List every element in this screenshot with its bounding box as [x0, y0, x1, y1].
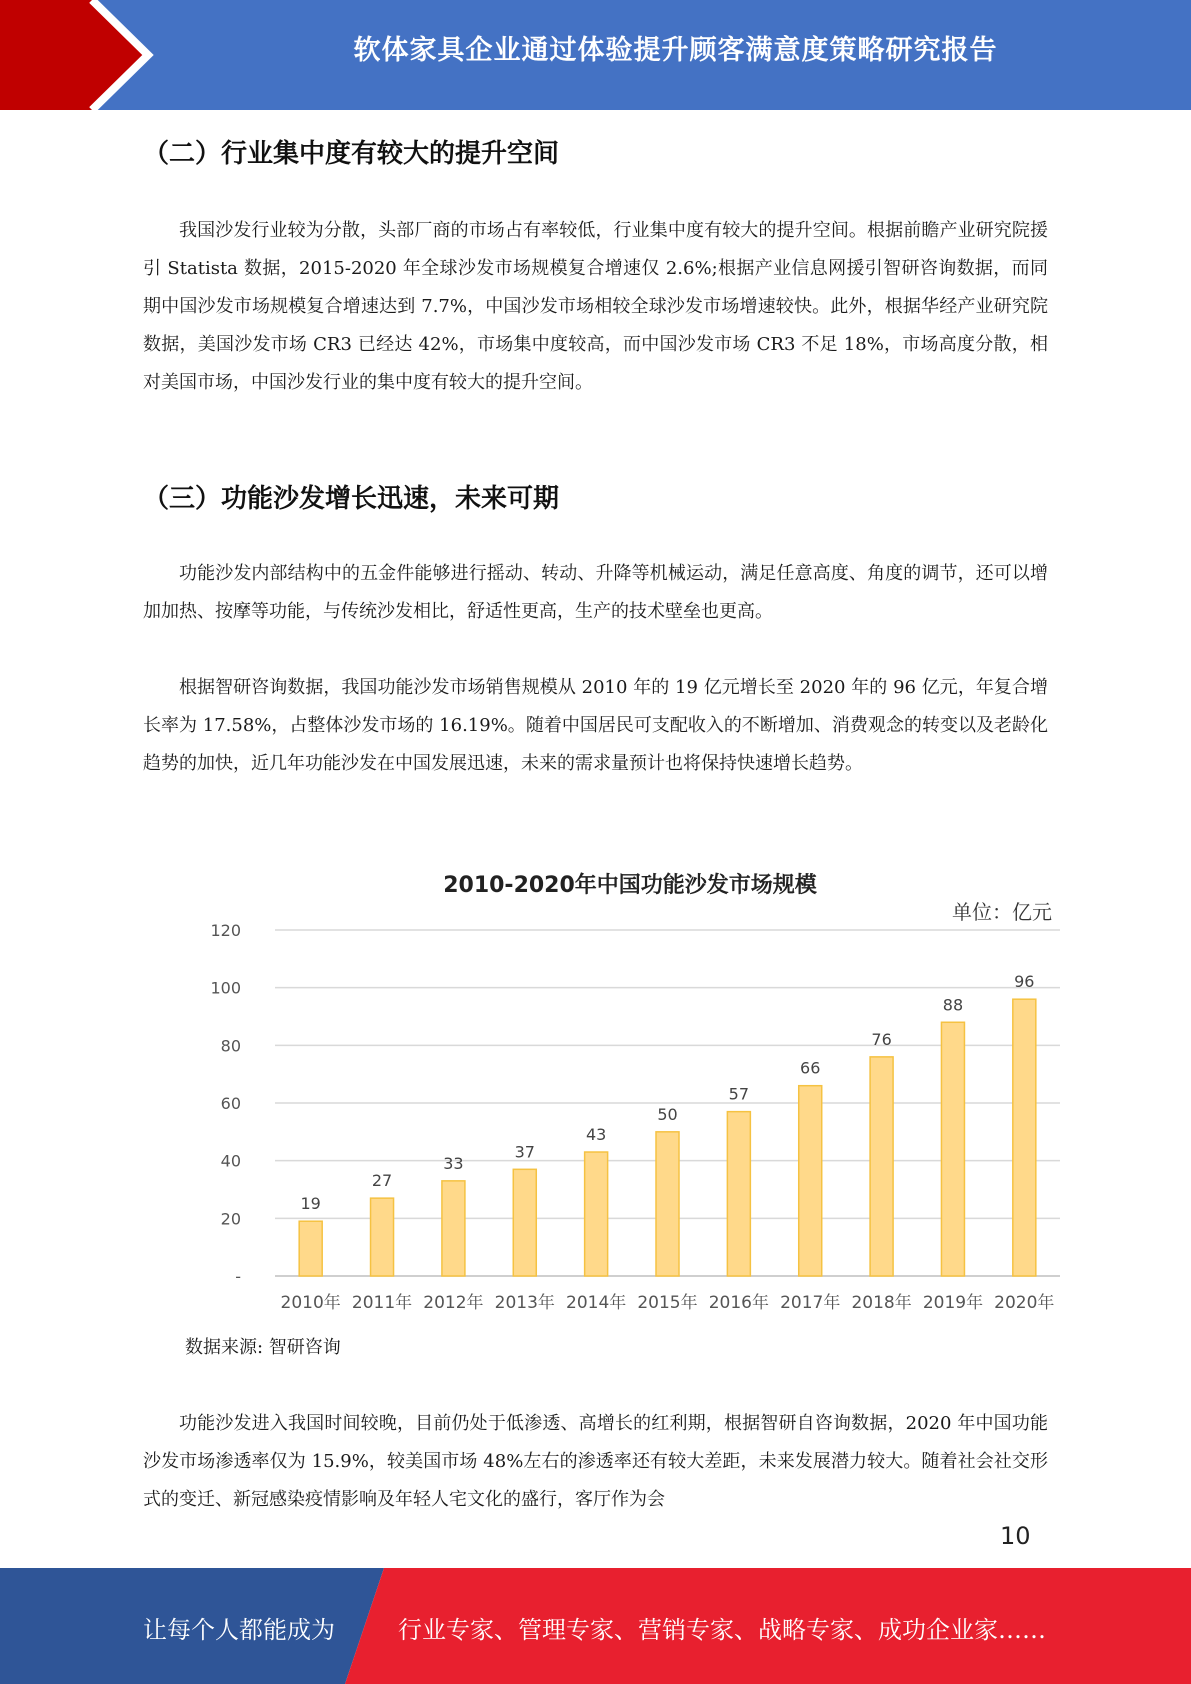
- paragraph-concentration: 我国沙发行业较为分散，头部厂商的市场占有率较低，行业集中度有较大的提升空间。根据前瞻产业研究院援引 Statista 数据，2015-2020 年全球沙发市场规模复合增速仅 2.6%;根据产业信息网援引智研咨询数据，而同期中国沙发市场规模复合增速达到 7.7%，中国沙发市场相较全球沙发市场增速较快。此外，根据华经产业研究院数据，美国沙发市场 CR3 已经达 42%，市场集中度较高，而中国沙发市场 CR3 不足 18%，市场高度分散，相对美国市场，中国沙发行业的集中度有较大的提升空间。: [143, 220, 1048, 393]
- data-label: 57: [728, 1084, 750, 1104]
- bar: [656, 1132, 679, 1276]
- data-label: 88: [942, 995, 964, 1015]
- bar: [870, 1057, 893, 1276]
- bar: [442, 1181, 465, 1276]
- bar: [513, 1169, 536, 1276]
- chart-unit-label: 单位：亿元: [952, 900, 1052, 924]
- x-tick-label: 2012年: [423, 1293, 484, 1313]
- x-tick-label: 2010年: [280, 1293, 341, 1313]
- data-label: 33: [443, 1153, 464, 1173]
- data-label: 50: [657, 1104, 678, 1124]
- y-tick-label: 120: [210, 921, 241, 940]
- paragraph-market-size: 根据智研咨询数据，我国功能沙发市场销售规模从 2010 年的 19 亿元增长至 2020 年的 96 亿元，年复合增长率为 17.58%，占整体沙发市场的 16.19%。随着中国居民可支配收入的不断增加、消费观念的转变以及老龄化趋势的加快，近几年功能沙发在中国发展迅速，未来的需求量预计也将保持快速增长趋势。: [143, 677, 1048, 774]
- x-tick-label: 2017年: [780, 1293, 841, 1313]
- page-number: 10: [1000, 1522, 1031, 1550]
- bar: [1013, 999, 1036, 1276]
- bar: [371, 1198, 394, 1276]
- x-tick-label: 2013年: [494, 1293, 555, 1313]
- data-label: 76: [871, 1029, 892, 1049]
- bar: [941, 1022, 964, 1276]
- y-tick-label: 80: [220, 1036, 241, 1056]
- y-tick-label: -: [235, 1267, 241, 1286]
- data-label: 37: [514, 1142, 535, 1162]
- page-header: [0, 0, 1191, 110]
- y-tick-label: 40: [220, 1151, 241, 1171]
- x-tick-label: 2020年: [994, 1293, 1055, 1313]
- y-tick-label: 100: [210, 978, 241, 998]
- footer-slogan-left: 让每个人都能成为: [143, 1616, 335, 1644]
- y-tick-label: 60: [220, 1094, 241, 1113]
- data-label: 19: [300, 1194, 321, 1214]
- section-heading-functional-sofa: （三）功能沙发增长迅速，未来可期: [143, 484, 560, 514]
- data-label: 43: [585, 1125, 607, 1145]
- x-tick-label: 2011年: [351, 1293, 413, 1313]
- chart-title: 2010-2020年中国功能沙发市场规模: [443, 873, 817, 898]
- data-label: 27: [371, 1171, 393, 1191]
- header-arrow-decoration: [0, 0, 200, 110]
- x-tick-label: 2018年: [851, 1293, 912, 1313]
- footer-slogan-right: 行业专家、管理专家、营销专家、战略专家、成功企业家……: [398, 1616, 1046, 1644]
- chart-plot: [190, 860, 1070, 1320]
- data-label: 96: [1014, 972, 1035, 992]
- x-tick-label: 2015年: [637, 1293, 698, 1313]
- market-size-chart: [190, 860, 1070, 1320]
- x-tick-label: 2014年: [566, 1293, 627, 1313]
- y-tick-label: 20: [220, 1209, 241, 1229]
- bar: [585, 1152, 608, 1276]
- bar: [799, 1086, 822, 1276]
- bar: [727, 1112, 750, 1276]
- data-label: 66: [800, 1058, 821, 1078]
- page-footer: [0, 1568, 1191, 1684]
- header-title: 软体家具企业通过体验提升顾客满意度策略研究报告: [353, 35, 998, 66]
- bar: [299, 1221, 322, 1276]
- data-source-note: 数据来源: 智研咨询: [185, 1337, 341, 1358]
- section-heading-concentration: （二）行业集中度有较大的提升空间: [143, 139, 560, 169]
- paragraph-penetration: 功能沙发进入我国时间较晚，目前仍处于低渗透、高增长的红利期，根据智研自咨询数据，2020 年中国功能沙发市场渗透率仅为 15.9%，较美国市场 48%左右的渗透率还有较大差距，未来发展潜力较大。随着社会社交形式的变迁、新冠感染疫情影响及年轻人宅文化的盛行，客厅作为会: [143, 1413, 1048, 1510]
- paragraph-functional-structure: 功能沙发内部结构中的五金件能够进行摇动、转动、升降等机械运动，满足任意高度、角度的调节，还可以增加加热、按摩等功能，与传统沙发相比，舒适性更高，生产的技术壁垒也更高。: [143, 563, 1048, 622]
- x-tick-label: 2016年: [708, 1293, 769, 1313]
- x-tick-label: 2019年: [922, 1293, 984, 1313]
